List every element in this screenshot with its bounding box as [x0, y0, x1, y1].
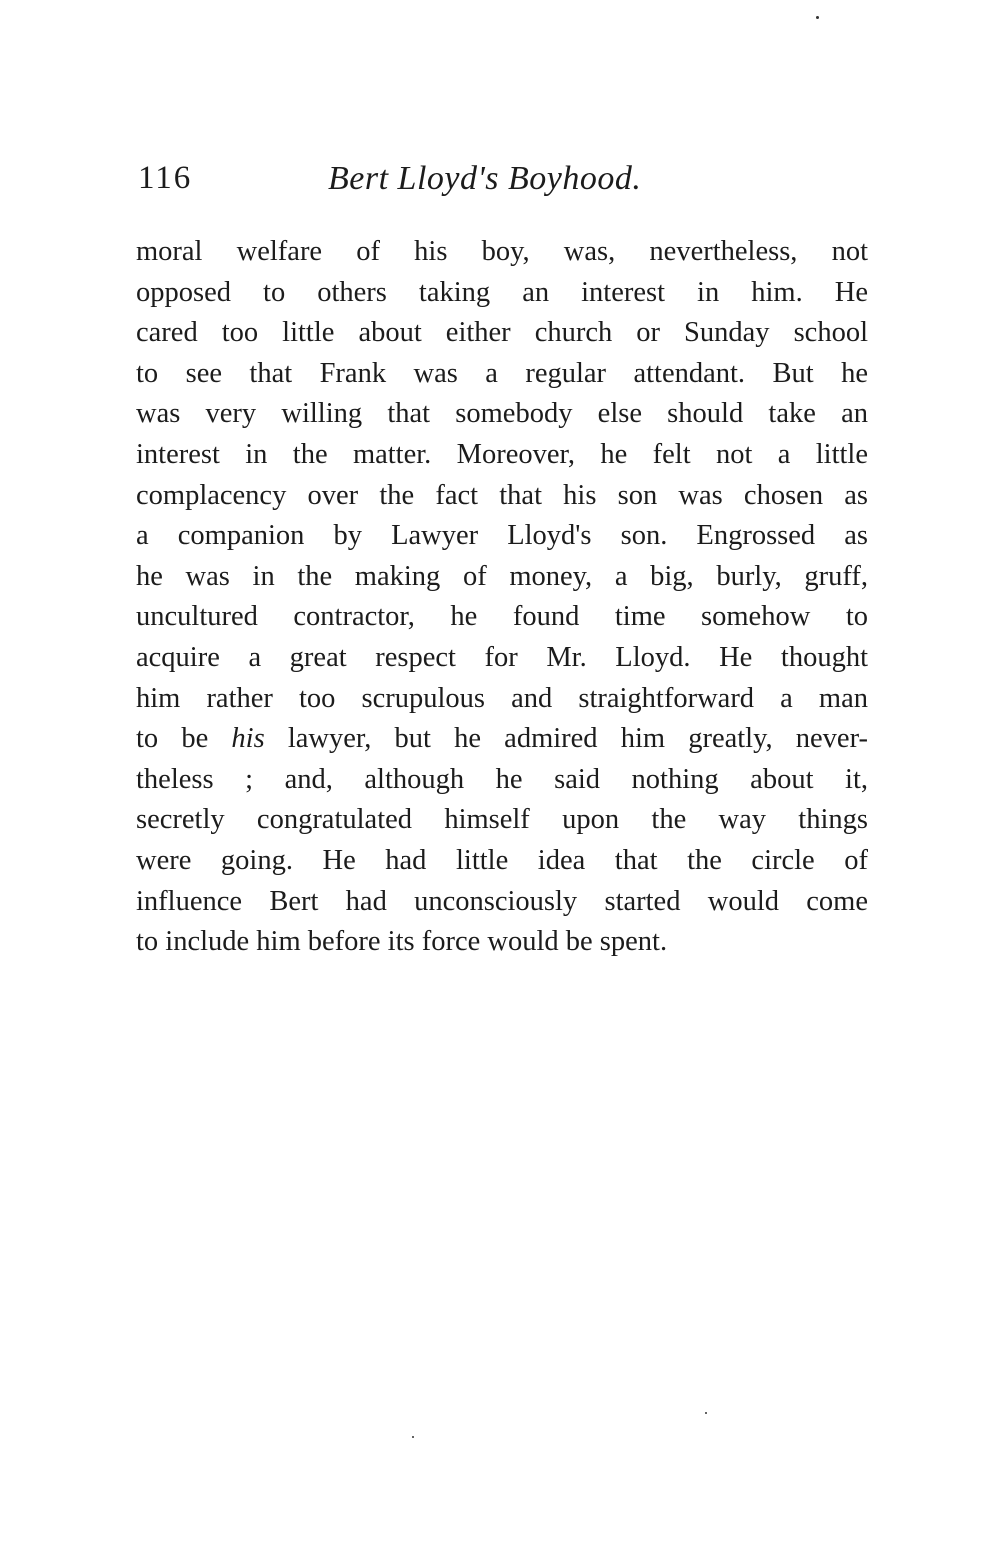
text-line: to see that Frank was a regular attendant. But he — [136, 357, 868, 389]
running-title: Bert Lloyd's Boyhood. — [328, 160, 642, 197]
line-text-before: to be — [136, 723, 232, 755]
text-line: he was in the making of money, a big, burly, gruff, — [136, 560, 868, 592]
text-line: acquire a great respect for Mr. Lloyd. He thought — [136, 641, 868, 673]
text-line: cared too little about either church or Sunday school — [136, 317, 868, 349]
text-line: influence Bert had unconsciously started would come — [136, 885, 868, 917]
text-line: opposed to others taking an interest in him. He — [136, 276, 868, 308]
page-header — [138, 160, 870, 210]
text-line: a companion by Lawyer Lloyd's son. Engrossed as — [136, 520, 868, 552]
text-line: theless ; and, although he said nothing about it, — [136, 763, 868, 795]
text-line: to include him before its force would be spent. — [136, 926, 668, 958]
scan-speck — [705, 1412, 707, 1414]
scan-speck — [412, 1436, 414, 1438]
text-line: moral welfare of his boy, was, nevertheless, not — [136, 236, 868, 267]
text-line: complacency over the fact that his son was chosen as — [136, 479, 868, 511]
text-line: was very willing that somebody else should take an — [136, 398, 868, 430]
page-number: 116 — [138, 160, 193, 196]
text-line: interest in the matter. Moreover, he felt not a little — [136, 438, 868, 470]
text-line: were going. He had little idea that the circle of — [136, 844, 868, 876]
text-line: uncultured contractor, he found time somehow to — [136, 601, 868, 633]
line-text-after: lawyer, but he admired him greatly, never- — [264, 723, 868, 755]
scan-speck — [816, 16, 819, 19]
text-line: him rather too scrupulous and straightforward a man — [136, 682, 868, 714]
text-line: secretly congratulated himself upon the way things — [136, 804, 868, 836]
italic-word: his — [231, 723, 265, 755]
text-line-with-italic — [136, 719, 868, 760]
body-text — [136, 232, 868, 963]
